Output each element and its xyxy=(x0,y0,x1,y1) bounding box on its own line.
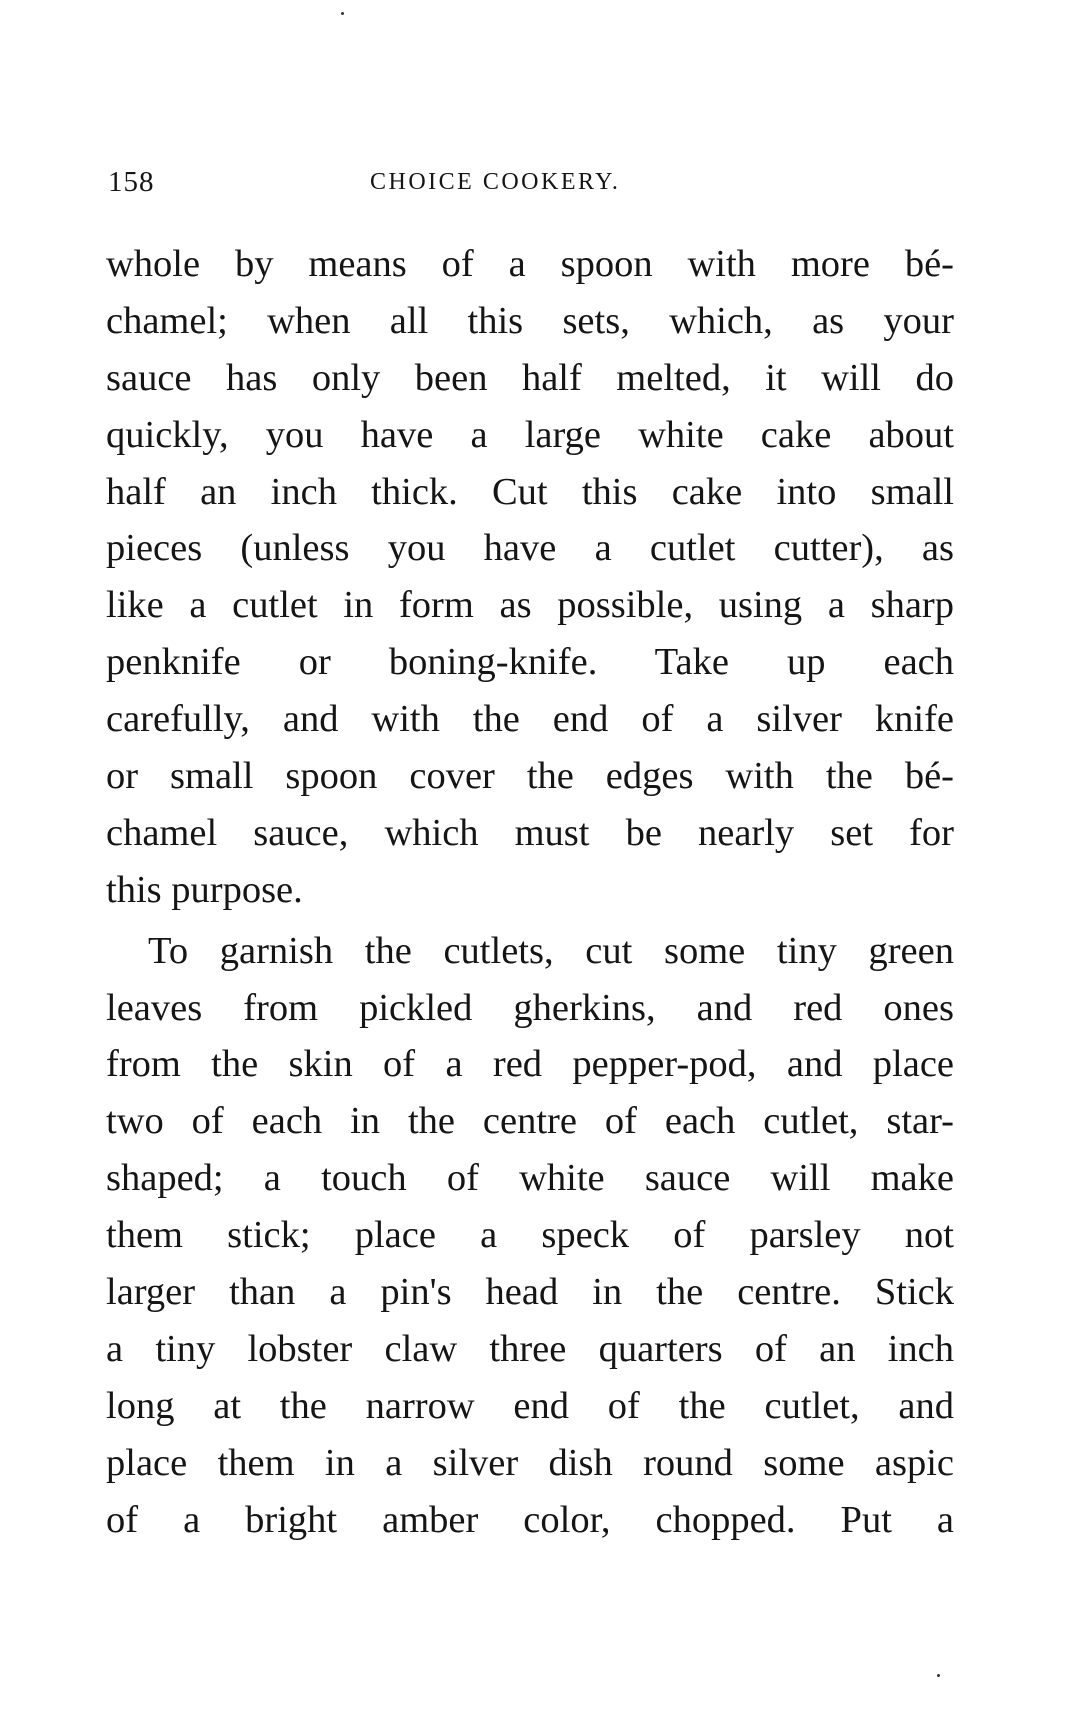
text-line: sauce has only been half melted, it will do xyxy=(106,356,954,399)
print-speck xyxy=(937,1674,940,1677)
text-line: two of each in the centre of each cutlet, star- xyxy=(106,1100,954,1143)
body-text xyxy=(106,236,954,1548)
text-line: whole by means of a spoon with more bé- xyxy=(106,243,954,285)
text-line: shaped; a touch of white sauce will make xyxy=(106,1157,954,1200)
text-line: leaves from pickled gherkins, and red ones xyxy=(106,986,954,1029)
header-title: CHOICE COOKERY. xyxy=(370,169,621,195)
page-number: 158 xyxy=(108,166,155,198)
print-speck xyxy=(341,12,344,15)
text-line: chamel; when all this sets, which, as your xyxy=(106,299,954,342)
text-line: penknife or boning-knife. Take up each xyxy=(106,641,954,684)
text-line: To garnish the cutlets, cut some tiny green xyxy=(148,929,954,972)
text-line: or small spoon cover the edges with the bé- xyxy=(106,755,954,798)
text-line: place them in a silver dish round some aspic xyxy=(106,1441,954,1484)
text-line: a tiny lobster claw three quarters of an inch xyxy=(106,1327,954,1370)
text-line: long at the narrow end of the cutlet, and xyxy=(106,1384,954,1427)
paragraph-1 xyxy=(106,236,954,919)
text-line: pieces (unless you have a cutlet cutter), as xyxy=(106,527,954,570)
running-header xyxy=(108,162,956,202)
text-line: of a bright amber color, chopped. Put a xyxy=(106,1498,954,1541)
text-line: carefully, and with the end of a silver knife xyxy=(106,698,954,741)
text-line: from the skin of a red pepper-pod, and place xyxy=(106,1043,954,1086)
paragraph-2 xyxy=(106,923,954,1549)
text-line: this purpose. xyxy=(106,868,303,911)
text-line: like a cutlet in form as possible, using a sharp xyxy=(106,584,954,627)
text-line: chamel sauce, which must be nearly set for xyxy=(106,811,954,854)
text-line: half an inch thick. Cut this cake into small xyxy=(106,470,954,513)
text-line: larger than a pin's head in the centre. Stick xyxy=(106,1271,954,1314)
text-line: them stick; place a speck of parsley not xyxy=(106,1214,954,1257)
text-line: quickly, you have a large white cake about xyxy=(106,413,954,456)
